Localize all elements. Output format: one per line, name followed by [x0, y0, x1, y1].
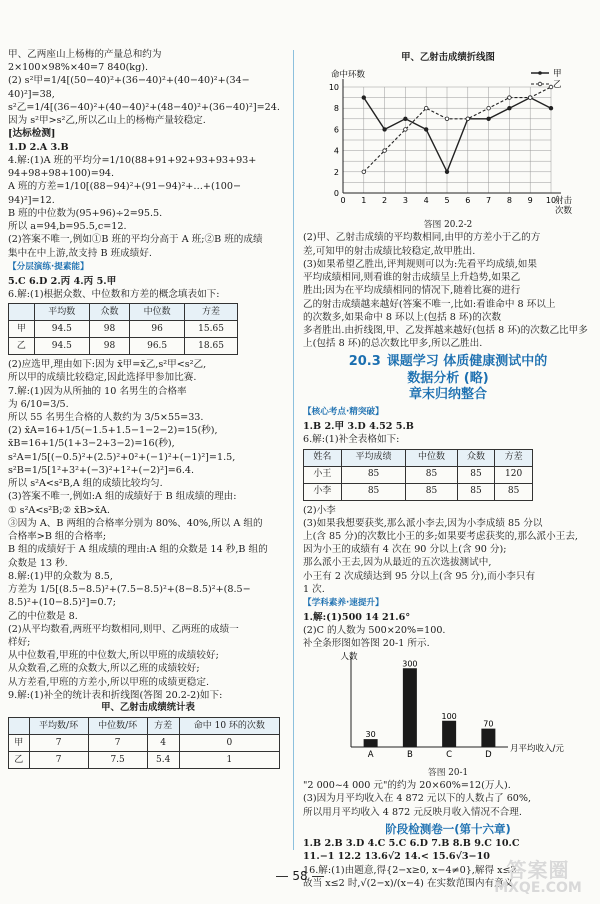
answer-line: 1.D 2.A 3.B — [8, 141, 69, 153]
table-header: 方差 — [185, 304, 238, 321]
right-lines-a — [303, 231, 593, 350]
column-divider — [293, 50, 294, 850]
text-line: (2)C 的人数为 500×20%=100. — [303, 625, 446, 637]
section-title-2: 数据分析 (略) — [407, 370, 489, 386]
table-cell: 98 — [89, 321, 129, 338]
table-cell: 94.5 — [34, 338, 89, 355]
text-line: 甲、乙两座山上杨梅的产量总和约为 — [8, 49, 162, 60]
text-line: ③因为 A、B 两组的合格率分别为 80%、40%,所以 A 组的 — [8, 517, 263, 529]
text-line: 从方差看,甲班的方差小,所以甲班的成绩更稳定. — [8, 676, 210, 688]
data-point — [528, 96, 532, 100]
line-chart — [303, 65, 593, 215]
text-line: 乙的中位数是 8. — [8, 610, 78, 622]
table-cell: 85 — [341, 466, 406, 483]
section-title-3: 章末归纳整合 — [408, 386, 487, 402]
x-tick-label: 5 — [444, 195, 450, 205]
x-tick-label: 9 — [527, 195, 533, 205]
left-column — [8, 48, 288, 772]
text-line: 的次数多,如果命中 8 环以上(包括 8 环)的次数 — [303, 311, 502, 323]
answer-line: 11.−1 12.2 13.6√2 14.< 15.6√3−10 — [303, 851, 490, 863]
answer-line: 5.C 6.D 2.丙 4.丙 5.甲 — [8, 275, 117, 287]
data-point — [466, 117, 470, 121]
text-line: "2 000~4 000 元"的约为 20×60%=12(万人). — [303, 780, 511, 792]
x-tick-label: D — [485, 749, 492, 760]
text-line: 所以 a=94,b=95.5,c=12. — [8, 221, 127, 233]
text-line: (2)答案不唯一,例如①B 班的平均分高于 A 班;②B 班的成绩 — [8, 234, 263, 246]
text-line: 94+98+98+100)=94. — [8, 168, 115, 180]
data-point — [487, 117, 491, 121]
table-header: 平均成绩 — [341, 449, 406, 466]
text-line: 8.解:(1)甲的众数为 8.5, — [8, 570, 113, 582]
y-tick-label: 10 — [328, 82, 339, 92]
table-cell: 甲 — [9, 735, 30, 752]
answer-line: 1.B 2.B 3.D 4.C 5.C 6.D 7.B 8.B 9.C 10.C — [303, 838, 520, 850]
text-line: (2)小李 — [303, 504, 336, 516]
bar — [403, 668, 417, 747]
table-cell: 7 — [29, 735, 88, 752]
bar — [442, 720, 456, 746]
table-header: 平均数/环 — [29, 718, 88, 735]
data-point — [508, 96, 512, 100]
table-cell: 120 — [495, 466, 533, 483]
test-heading: 阶段检测卷一(第十六章) — [385, 821, 511, 836]
table-header: 方差 — [495, 449, 533, 466]
data-point — [362, 170, 366, 174]
section-tag: 【学科素养·速提升】 — [303, 598, 384, 609]
table-header: 方差 — [147, 718, 179, 735]
data-point — [424, 128, 428, 132]
text-line: 6.解:(1)补全表格如下: — [303, 434, 400, 446]
text-line: 集中在中上游,故支持 B 班成绩好. — [8, 247, 152, 259]
table-cell: 1 — [179, 752, 279, 769]
table-cell: 96 — [130, 321, 185, 338]
text-line: 那么派小王去,因为从最近的五次选拔测试中, — [303, 557, 492, 569]
series-line-jia — [364, 98, 551, 172]
section-label: [达标检测] — [8, 128, 56, 140]
y-tick-label: 8 — [333, 104, 339, 114]
text-line: (2)应选甲,理由如下:因为 x̄甲=x̄乙,s²甲<s²乙, — [8, 359, 207, 371]
text-line: 补全条形图如答图 20-1 所示. — [303, 638, 430, 650]
table-header: 中位数 — [130, 304, 185, 321]
section-tag: 【核心考点·精突破】 — [303, 407, 384, 418]
table-header: 众数 — [457, 449, 495, 466]
section-heading — [303, 354, 593, 403]
x-tick-label: 10 — [545, 195, 557, 205]
stats-table-2 — [8, 717, 280, 769]
text-line: 众数是 13 秒. — [8, 557, 68, 569]
data-point — [424, 106, 428, 110]
table-header — [9, 718, 30, 735]
x-tick-label: 6 — [465, 195, 471, 205]
answer-line: 1.B 2.甲 3.D 4.52 5.B — [303, 421, 414, 433]
legend-label-jia: 甲 — [553, 68, 562, 79]
text-line: 差,可知甲的射击成绩比较稳定,故甲胜出. — [303, 245, 476, 257]
text-line: (3)如果我想要获奖,那么派小李去,因为小李成绩 85 分以 — [303, 517, 543, 529]
table-cell: 94.5 — [34, 321, 89, 338]
text-line: 因为小王的成绩有 4 次在 90 分以上(含 90 分); — [303, 544, 507, 556]
section-tag: 【分层演练·提素能】 — [8, 261, 89, 272]
x-tick-label: 2 — [382, 195, 388, 205]
legend-marker-jia — [538, 71, 542, 75]
x-tick-label: 1 — [361, 195, 367, 205]
text-line: s²乙=1/4[(36−40)²+(40−40)²+(48−40)²+(36−40)²]=24. — [8, 101, 280, 113]
x-axis-label: 射击 — [555, 195, 573, 206]
data-point — [487, 106, 491, 110]
text-line: 所以 55 名男生合格的人数约为 3/5×55=33. — [8, 412, 204, 424]
table-header: 中位数/环 — [88, 718, 147, 735]
text-line: x̄B=16+1/5(1+3−2+3−2)=16(秒), — [8, 438, 175, 450]
text-line: 所以甲的成绩比较稳定,因此选择甲参加比赛. — [8, 372, 197, 384]
table-cell: 7 — [88, 735, 147, 752]
left-lines-a — [8, 48, 288, 260]
y-tick-label: 4 — [333, 146, 339, 156]
text-line: (3)如果希望乙胜出,评判规则可以为:先看平均成绩,如果 — [303, 258, 537, 270]
text-line: 样好; — [8, 637, 31, 648]
x-tick-label: A — [367, 749, 374, 760]
text-line: 多者胜出.由折线图,甲、乙发挥越来越好(包括 8 环)的次数乙比甲多 — [303, 324, 588, 336]
y-tick-label: 0 — [333, 188, 339, 198]
table-cell: 85 — [457, 466, 495, 483]
bar-chart-caption: 答图 20-1 — [427, 767, 469, 778]
text-line: 94)²]=12. — [8, 194, 55, 206]
y-axis-label: 命中环数 — [331, 69, 366, 80]
bar — [364, 739, 378, 747]
bar-value-label: 30 — [365, 729, 376, 739]
table-row — [9, 338, 238, 355]
stats-table-1 — [8, 303, 238, 355]
watermark-line-1: 答案圈 — [506, 858, 570, 882]
data-point — [362, 96, 366, 100]
data-point — [508, 106, 512, 110]
text-line: ① s²A<s²B;② x̄B>x̄A. — [8, 504, 110, 516]
data-point — [445, 117, 449, 121]
table-title: 甲、乙射击成绩统计表 — [101, 702, 195, 714]
answer-line: 1.解:(1)500 14 21.6° — [303, 612, 411, 624]
table-cell: 小李 — [304, 483, 342, 500]
table-cell: 乙 — [9, 752, 30, 769]
table-cell: 85 — [406, 483, 457, 500]
table-cell: 甲 — [9, 321, 35, 338]
text-line: 1 次. — [303, 583, 325, 595]
bar-value-label: 300 — [402, 658, 418, 668]
x-tick-label: C — [446, 749, 453, 760]
x-tick-label: 8 — [506, 195, 512, 205]
text-line: (3)因为月平均收入在 4 872 元以下的人数占了 60%, — [303, 793, 532, 805]
table-row — [9, 735, 280, 752]
x-tick-label: 7 — [486, 195, 492, 205]
table-cell: 96.5 — [130, 338, 185, 355]
text-line: (2) s²甲=1/4[(50−40)²+(36−40)²+(40−40)²+(34− — [8, 75, 250, 87]
table-cell: 7 — [29, 752, 88, 769]
text-line: 4.解:(1)A 班的平均分=1/10(88+91+92+93+93+93+ — [8, 154, 257, 166]
text-line: 乙的射击成绩越来越好(答案不唯一,比如:看谁命中 8 环以上 — [303, 298, 556, 310]
table-header: 中位数 — [406, 449, 457, 466]
text-line: 6.解:(1)根据众数、中位数和方差的概念填表如下: — [8, 288, 220, 300]
data-point — [383, 149, 387, 153]
text-line: (2) x̄A=16+1/5(−1.5+1.5−1−2−2)=15(秒), — [8, 425, 218, 437]
text-line: 9.解:(1)补全的统计表和折线图(答图 20.2-2)如下: — [8, 689, 223, 701]
text-line: 所以 s²A<s²B,A 组的成绩比较均匀. — [8, 478, 163, 490]
table-header: 平均数 — [34, 304, 89, 321]
text-line: 所以用月平均收入 4 872 元反映月收入情况不合理. — [303, 806, 522, 818]
table-row — [9, 321, 238, 338]
right-lines-c — [303, 504, 593, 597]
text-line: 方差为 1/5[(8.5−8.5)²+(7.5−8.5)²+(8−8.5)²+(8.5− — [8, 584, 251, 596]
table-cell: 18.65 — [185, 338, 238, 355]
line-chart-caption: 答图 20.2-2 — [423, 220, 473, 231]
text-line: 因为 s²甲>s²乙,所以乙山上的杨梅产量较稳定. — [8, 115, 206, 127]
text-line: 上(包括 8 环)的总次数比甲多,所以乙胜出. — [303, 338, 483, 350]
data-point — [549, 106, 553, 110]
section-number: 20.3 — [348, 354, 381, 370]
data-point — [445, 170, 449, 174]
text-line: 小王有 2 次成绩达到 95 分以上(含 95 分),而小李只有 — [303, 570, 536, 582]
y-tick-label: 6 — [333, 125, 339, 135]
y-tick-label: 2 — [333, 167, 339, 177]
table-header: 命中 10 环的次数 — [179, 718, 279, 735]
stats-table-3 — [303, 449, 533, 501]
text-line: 合格率>B 组的合格率; — [8, 531, 107, 543]
text-line: (2)甲、乙射击成绩的平均数相同,由甲的方差小于乙的方 — [303, 232, 541, 244]
x-axis-label: 次数 — [555, 205, 573, 215]
bar-chart — [303, 651, 593, 763]
x-tick-label: 0 — [340, 195, 346, 205]
text-line: B 组的成绩好于 A 组成绩的理由:A 组的众数是 14 秒,B 组的 — [8, 544, 268, 556]
right-column — [303, 52, 593, 890]
table-cell: 85 — [341, 483, 406, 500]
text-line: B 班的中位数为(95+96)÷2=95.5. — [8, 207, 163, 219]
table-cell: 乙 — [9, 338, 35, 355]
text-line: 7.解:(1)因为从所抽的 10 名男生的合格率 — [8, 385, 187, 397]
text-line: s²B=1/5[1²+3²+(−3)²+1²+(−2)²]=6.4. — [8, 464, 195, 476]
x-tick-label: B — [406, 749, 413, 760]
table-cell: 5.4 — [147, 752, 179, 769]
data-point — [404, 117, 408, 121]
bar-value-label: 70 — [483, 719, 494, 729]
text-line: 平均成绩相同,则看谁的射击成绩呈上升趋势,如果乙 — [303, 272, 521, 284]
table-cell: 4 — [147, 735, 179, 752]
table-cell: 85 — [406, 466, 457, 483]
legend-marker-yi — [538, 82, 542, 86]
text-line: 故当 x≤2 时,√(2−x)/(x−4) 在实数范围内有意义. — [303, 877, 517, 889]
text-line: 40)²]=38, — [8, 88, 55, 100]
text-line: (3)答案不唯一,例如:A 组的成绩好于 B 组成绩的理由: — [8, 491, 237, 503]
text-line: A 班的方差=1/10[(88−94)²+(91−94)²+…+(100− — [8, 181, 242, 193]
data-point — [383, 128, 387, 132]
table-cell: 7.5 — [88, 752, 147, 769]
x-tick-label: 3 — [402, 195, 408, 205]
text-line: 2×100×98%×40=7 840(kg). — [8, 62, 149, 74]
bar — [481, 728, 495, 746]
data-point — [404, 128, 408, 132]
table-header: 姓名 — [304, 449, 342, 466]
table-cell: 85 — [457, 483, 495, 500]
table-cell: 0 — [179, 735, 279, 752]
table-cell: 98 — [89, 338, 129, 355]
section-title-1: 课题学习 体质健康测试中的 — [386, 354, 548, 370]
text-line: s²A=1/5[(−0.5)²+(2.5)²+0²+(−1)²+(−1)²]=1.5, — [8, 451, 236, 463]
table-header — [9, 304, 35, 321]
table-row — [9, 752, 280, 769]
table-header: 众数 — [89, 304, 129, 321]
table-row — [304, 483, 533, 500]
text-line: 上(含 85 分)的次数比小王的多;如果要考虑获奖的,那么派小王去, — [303, 530, 578, 542]
y-axis-label: 人数 — [340, 651, 358, 662]
text-line: 16.解:(1)由题意,得{2−x≥0, x−4≠0},解得 x≤2. — [303, 864, 520, 876]
text-line: 8.5)²+(10−8.5)²]=0.7; — [8, 597, 116, 609]
table-cell: 小王 — [304, 466, 342, 483]
legend-label-yi: 乙 — [553, 79, 562, 90]
page-number: 58 — [270, 868, 330, 885]
table-cell: 15.65 — [185, 321, 238, 338]
text-line: 从众数看,乙班的众数大,所以乙班的成绩较好; — [8, 663, 200, 675]
text-line: 胜出;因为在平均成绩相同的情况下,随着比赛的进行 — [303, 285, 521, 297]
line-chart-title: 甲、乙射击成绩折线图 — [401, 52, 495, 63]
x-axis-label: 月平均收入/元 — [510, 743, 564, 754]
x-tick-label: 4 — [423, 195, 429, 205]
table-row — [304, 466, 533, 483]
text-line: (2)从平均数看,两班平均数相同,则甲、乙两班的成绩一 — [8, 623, 239, 635]
table-cell: 85 — [495, 483, 533, 500]
watermark-line-2: MXQE.COM — [494, 880, 582, 896]
text-line: 为 6/10=3/5. — [8, 398, 69, 410]
left-lines-c — [8, 358, 288, 702]
text-line: 从中位数看,甲班的中位数大,所以甲班的成绩较好; — [8, 650, 219, 662]
bar-value-label: 100 — [441, 711, 457, 721]
watermark — [480, 860, 596, 900]
